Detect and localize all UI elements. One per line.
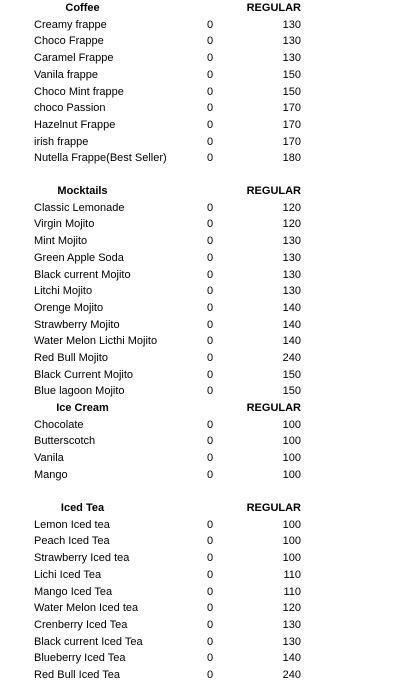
item-name: Caramel Frappe [34,52,114,65]
item-price: 130 [282,18,301,31]
item-price: 150 [282,368,301,381]
menu-item-row [0,550,402,566]
item-price: 150 [282,68,301,81]
item-price: 140 [282,301,301,314]
item-name: Mango [34,468,68,481]
menu-item-row [0,100,402,116]
item-quantity: 0 [206,452,214,465]
item-quantity: 0 [206,552,214,565]
column-label: REGULAR [246,402,301,414]
item-quantity: 0 [206,468,214,481]
item-price: 140 [282,652,301,665]
section-header [0,0,402,16]
item-quantity: 0 [206,85,214,98]
item-name: Vanila frappe [34,68,99,81]
item-quantity: 0 [206,318,214,331]
item-name: Red Bull Mojito [34,352,108,364]
item-quantity: 0 [206,568,214,581]
item-name: Green Apple Soda [34,251,124,264]
item-name: Chocolate [34,418,84,431]
menu-item-row [0,134,402,150]
item-name: Red Bull Iced Tea [34,669,121,681]
item-name: Butterscotch [34,435,96,448]
item-price: 140 [282,335,301,348]
item-price: 130 [282,251,301,264]
menu-item-row [0,50,402,66]
item-name: Blue lagoon Mojito [34,385,125,398]
section-title: Mocktails [57,185,108,197]
item-quantity: 0 [206,585,214,598]
item-quantity: 0 [206,285,214,298]
item-price: 130 [282,635,301,648]
item-name: Strawberry Mojito [34,318,120,331]
menu-item-row [0,283,402,299]
menu-item-row [0,267,402,283]
item-price: 130 [282,235,301,248]
item-price: 100 [282,552,301,565]
menu-item-row [0,84,402,100]
item-quantity: 0 [206,235,214,248]
column-label: REGULAR [246,185,301,197]
item-name: Black Current Mojito [34,368,134,381]
item-quantity: 0 [206,135,214,148]
item-price: 240 [282,352,301,364]
item-name: Black current Mojito [34,268,131,281]
item-name: Hazelnut Frappe [34,118,116,131]
item-price: 130 [282,618,301,631]
item-name: Vanila [34,452,64,465]
menu-item-row [0,67,402,83]
section-title: Iced Tea [60,502,105,514]
item-price: 100 [282,535,301,548]
item-price: 170 [282,118,301,131]
item-quantity: 0 [206,335,214,348]
menu-item-row [0,317,402,333]
column-label: REGULAR [246,502,301,514]
menu-item-row [0,517,402,533]
item-name: irish frappe [34,135,89,148]
menu-item-row [0,617,402,633]
menu-item-row [0,450,402,466]
item-price: 170 [282,135,301,148]
item-price: 110 [283,568,301,581]
item-quantity: 0 [206,301,214,314]
menu-item-row [0,250,402,266]
section-header [0,500,402,516]
item-quantity: 0 [206,435,214,448]
menu-item-row [0,533,402,549]
item-price: 120 [282,201,301,214]
item-quantity: 0 [206,352,214,364]
item-price: 150 [282,385,301,398]
item-price: 130 [282,52,301,65]
item-name: Peach Iced Tea [34,535,110,548]
item-name: choco Passion [34,102,106,115]
menu-item-row [0,117,402,133]
menu-item-row [0,650,402,666]
item-quantity: 0 [206,118,214,131]
menu-item-row [0,233,402,249]
item-name: Crenberry Iced Tea [34,618,128,631]
item-quantity: 0 [206,602,214,615]
section-title: Ice Cream [56,402,109,414]
item-quantity: 0 [206,251,214,264]
item-quantity: 0 [206,618,214,631]
item-quantity: 0 [206,35,214,48]
item-price: 170 [282,102,301,115]
item-quantity: 0 [206,218,214,231]
menu-item-row [0,433,402,449]
menu-item-row [0,367,402,383]
section-title: Coffee [65,2,100,14]
item-quantity: 0 [206,518,214,531]
item-quantity: 0 [206,418,214,431]
menu-item-row [0,216,402,232]
item-name: Orenge Mojito [34,301,104,314]
item-name: Lemon Iced tea [34,518,110,531]
item-name: Creamy frappe [34,18,107,31]
item-name: Mint Mojito [34,235,88,248]
menu-item-row [0,634,402,650]
item-price: 110 [283,585,301,598]
item-quantity: 0 [206,68,214,81]
item-name: Classic Lemonade [34,201,125,214]
item-quantity: 0 [206,152,214,165]
item-price: 100 [282,418,301,431]
item-quantity: 0 [206,102,214,115]
item-price: 120 [282,218,301,231]
item-name: Blueberry Iced Tea [34,652,126,665]
menu-item-row [0,350,402,366]
item-price: 130 [282,35,301,48]
menu-item-row [0,584,402,600]
menu-item-row [0,667,402,683]
item-name: Choco Frappe [34,35,104,48]
item-price: 120 [282,602,301,615]
item-quantity: 0 [206,652,214,665]
column-label: REGULAR [246,2,301,14]
menu-item-row [0,567,402,583]
item-quantity: 0 [206,535,214,548]
item-quantity: 0 [206,201,214,214]
item-name: Strawberry Iced tea [34,552,130,565]
item-name: Lichi Iced Tea [34,568,102,581]
item-price: 150 [282,85,301,98]
menu-item-row [0,333,402,349]
item-quantity: 0 [206,268,214,281]
section-header [0,183,402,199]
item-quantity: 0 [206,18,214,31]
item-quantity: 0 [206,635,214,648]
item-name: Black current Iced Tea [34,635,143,648]
item-price: 140 [282,318,301,331]
item-price: 130 [282,285,301,298]
item-quantity: 0 [206,669,214,681]
item-quantity: 0 [206,52,214,65]
menu-item-row [0,383,402,399]
item-price: 100 [282,468,301,481]
item-name: Water Melon Licthi Mojito [34,335,158,348]
item-quantity: 0 [206,368,214,381]
menu-item-row [0,17,402,33]
section-header [0,400,402,416]
menu-item-row [0,200,402,216]
menu-item-row [0,300,402,316]
item-price: 100 [282,518,301,531]
item-name: Litchi Mojito [34,285,93,298]
menu-item-row [0,150,402,166]
item-name: Mango Iced Tea [34,585,113,598]
menu-item-row [0,600,402,616]
item-quantity: 0 [206,385,214,398]
item-name: Choco Mint frappe [34,85,124,98]
menu-item-row [0,467,402,483]
menu-item-row [0,417,402,433]
item-name: Water Melon Iced tea [34,602,139,615]
menu-item-row [0,33,402,49]
item-price: 240 [282,669,301,681]
item-name: Virgin Mojito [34,218,95,231]
item-price: 130 [282,268,301,281]
item-price: 180 [282,152,301,165]
item-price: 100 [282,435,301,448]
item-name: Nutella Frappe(Best Seller) [34,152,167,165]
item-price: 100 [282,452,301,465]
